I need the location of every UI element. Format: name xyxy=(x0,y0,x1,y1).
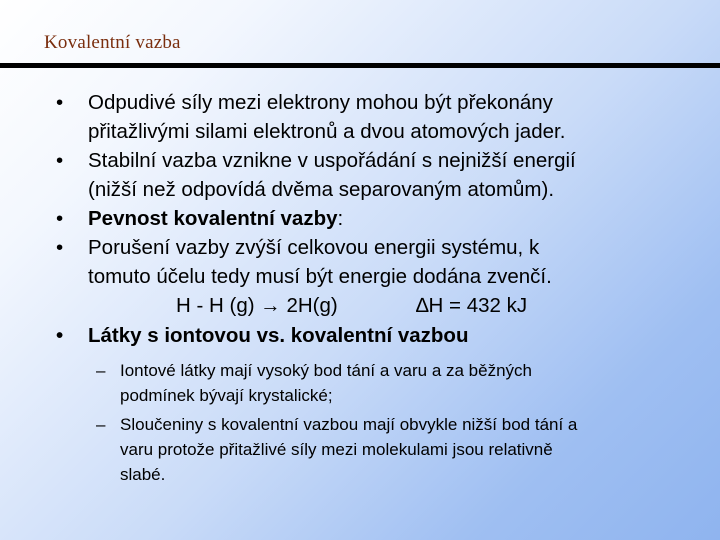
dash-marker: – xyxy=(96,361,106,380)
bullet-line: Odpudivé síly mezi elektrony mohou být překonány xyxy=(88,91,553,114)
bullet-marker: • xyxy=(56,324,64,347)
title-divider xyxy=(0,63,720,68)
equation-enthalpy: ∆H = 432 kJ xyxy=(416,294,528,317)
bullet-item xyxy=(56,146,696,204)
bullet-line: tomuto účelu tedy musí být energie dodána zvenčí. xyxy=(88,265,552,288)
bond-strength-heading: Pevnost kovalentní vazby xyxy=(88,207,338,230)
sub-bullet-item xyxy=(88,412,696,487)
bullet-item xyxy=(56,233,696,291)
bullet-line: Látky s iontovou vs. kovalentní vazbou xyxy=(88,324,469,347)
sub-bullet-line: podmínek bývají krystalické; xyxy=(120,386,333,405)
bullet-marker: • xyxy=(56,207,64,230)
bullet-item xyxy=(56,204,696,233)
equation-reaction: H - H (g) → 2H(g) xyxy=(176,294,338,317)
bullet-marker: • xyxy=(56,149,64,172)
slide-body xyxy=(56,88,696,491)
bullet-line xyxy=(88,204,696,233)
bullet-item xyxy=(56,88,696,146)
bullet-line: (nižší než odpovídá dvěma separovaným atomům). xyxy=(88,178,555,201)
dash-marker: – xyxy=(96,415,106,434)
bullet-line: Porušení vazby zvýší celkovou energii systému, k xyxy=(88,236,540,259)
sub-bullet-line: varu protože přitažlivé síly mezi molekulami jsou relativně xyxy=(120,440,553,459)
sub-bullet-item xyxy=(88,358,696,408)
sub-bullet-line: Iontové látky mají vysoký bod tání a varu a za běžných xyxy=(120,361,532,380)
sub-bullet-line: Sloučeniny s kovalentní vazbou mají obvykle nižší bod tání a xyxy=(120,415,578,434)
slide-title: Kovalentní vazba xyxy=(44,32,181,53)
sub-bullet-line: slabé. xyxy=(120,465,166,484)
sub-bullet-list xyxy=(56,358,696,487)
bond-strength-colon: : xyxy=(337,207,344,230)
bullet-marker: • xyxy=(56,91,64,114)
bullet-line: Stabilní vazba vznikne v uspořádání s nejnižší energií xyxy=(88,149,576,172)
bullet-item xyxy=(56,321,696,350)
bond-dissociation-equation xyxy=(56,291,696,321)
bullet-marker: • xyxy=(56,236,64,259)
bullet-line: přitažlivými silami elektronů a dvou atomových jader. xyxy=(88,120,566,143)
